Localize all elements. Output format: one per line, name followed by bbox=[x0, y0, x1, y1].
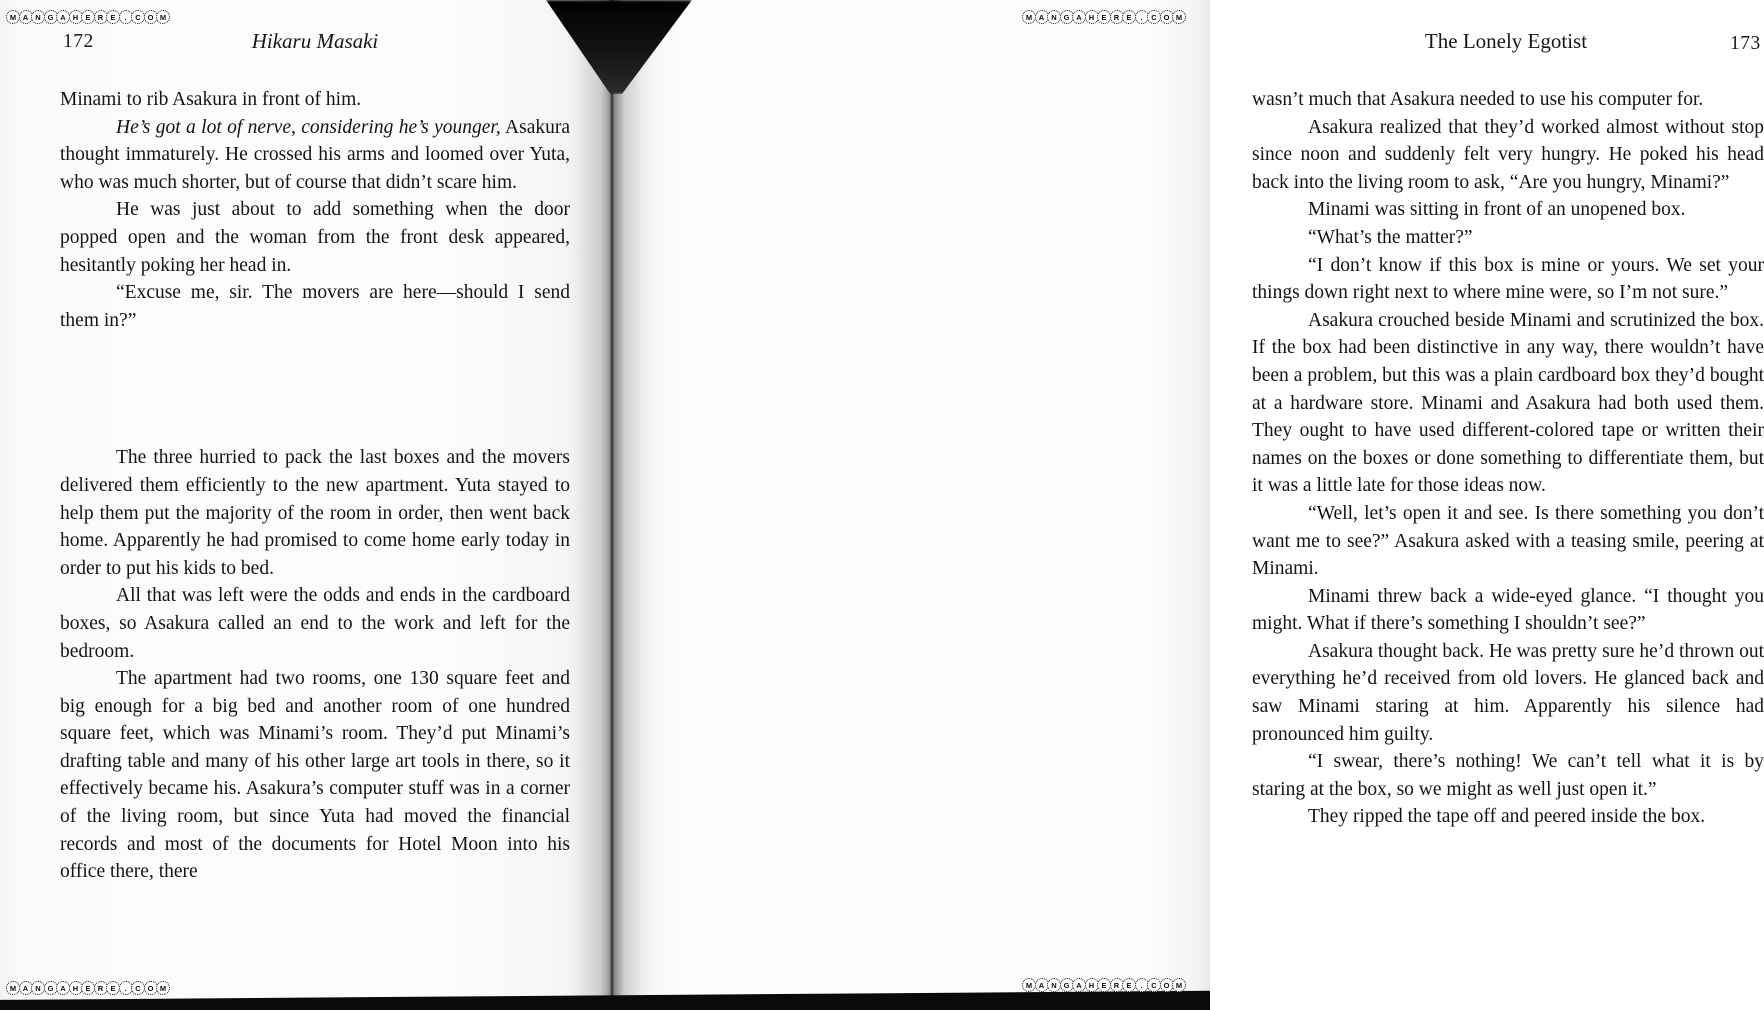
left-page-number: 172 bbox=[63, 31, 94, 52]
watermark-letter: E bbox=[106, 981, 120, 995]
paragraph bbox=[60, 279, 570, 334]
watermark-letter: E bbox=[1097, 10, 1111, 24]
watermark-letter: E bbox=[1097, 978, 1111, 992]
watermark-letter: O bbox=[1160, 10, 1174, 24]
watermark-letter: A bbox=[1035, 10, 1049, 24]
text-run: “What’s the matter?” bbox=[1308, 226, 1473, 248]
watermark-letter: C bbox=[131, 981, 145, 995]
paragraph bbox=[1252, 500, 1764, 583]
watermark-letter: . bbox=[119, 981, 133, 995]
text-run: All that was left were the odds and ends in the cardboard boxes, so Asakura called an end to the work and left for the bedroom. bbox=[60, 585, 570, 662]
text-run: “Excuse me, sir. The movers are here—should I send them in?” bbox=[60, 282, 570, 331]
paragraph bbox=[60, 114, 570, 197]
watermark-letter: H bbox=[1085, 978, 1099, 992]
paragraph bbox=[1252, 638, 1764, 748]
watermark-letter: G bbox=[44, 10, 58, 24]
paragraph bbox=[60, 196, 570, 279]
watermark-letter: A bbox=[19, 981, 33, 995]
paragraph bbox=[60, 86, 570, 114]
watermark-top-left bbox=[6, 10, 169, 24]
text-run: wasn’t much that Asakura needed to use his computer for. bbox=[1252, 89, 1704, 110]
left-running-title: Hikaru Masaki bbox=[251, 29, 379, 53]
watermark-letter: R bbox=[1110, 978, 1124, 992]
watermark-letter: A bbox=[1072, 978, 1086, 992]
watermark-letter: M bbox=[1022, 978, 1036, 992]
paragraph bbox=[1252, 114, 1764, 197]
watermark-letter: G bbox=[1060, 978, 1074, 992]
watermark-letter: M bbox=[1172, 978, 1186, 992]
text-run: Minami threw back a wide-eyed glance. “I thought you might. What if there’s something I shouldn’t see?” bbox=[1252, 585, 1764, 635]
text-run: Minami was sitting in front of an unopened box. bbox=[1308, 199, 1686, 221]
watermark-letter: H bbox=[69, 10, 83, 24]
watermark-letter: . bbox=[119, 10, 133, 24]
left-page-body bbox=[60, 86, 570, 886]
left-page bbox=[0, 0, 612, 1010]
watermark-letter: C bbox=[131, 10, 145, 24]
watermark-letter: O bbox=[1160, 978, 1174, 992]
watermark-letter: G bbox=[1060, 10, 1074, 24]
right-running-title: The Lonely Egotist bbox=[1424, 29, 1588, 53]
watermark-letter: N bbox=[31, 10, 45, 24]
paragraph bbox=[1252, 803, 1764, 831]
right-page-number: 173 bbox=[1730, 33, 1761, 54]
watermark-letter: . bbox=[1135, 10, 1149, 24]
watermark-letter: A bbox=[56, 10, 70, 24]
watermark-letter: E bbox=[81, 10, 95, 24]
watermark-letter: R bbox=[94, 981, 108, 995]
watermark-letter: R bbox=[1110, 10, 1124, 24]
text-run: “I don’t know if this box is mine or yours. We set your things down right next to where mine were, so I’m not sure.” bbox=[1252, 254, 1764, 304]
watermark-top-right bbox=[1022, 10, 1185, 24]
watermark-letter: E bbox=[1122, 10, 1136, 24]
paragraph bbox=[1252, 252, 1764, 307]
watermark-letter: N bbox=[1047, 978, 1061, 992]
watermark-letter: M bbox=[156, 981, 170, 995]
text-run: “Well, let’s open it and see. Is there something you don’t want me to see?” Asakura asked with a teasing smile, peering at Minami. bbox=[1252, 502, 1764, 580]
watermark-letter: E bbox=[106, 10, 120, 24]
paragraph bbox=[60, 582, 570, 665]
italic-text-run: He’s got a lot of nerve, considering he’s younger, bbox=[116, 116, 501, 138]
watermark-letter: A bbox=[56, 981, 70, 995]
text-run: Asakura realized that they’d worked almost without stop since noon and suddenly felt very hungry. He poked his head back into the living room to ask, “Are you hungry, Minami?” bbox=[1252, 116, 1764, 193]
watermark-letter: M bbox=[156, 10, 170, 24]
right-page-body bbox=[1252, 86, 1764, 831]
text-run: “I swear, there’s nothing! We can’t tell what it is by staring at the box, so we might as well just open it.” bbox=[1252, 751, 1764, 800]
watermark-letter: M bbox=[1022, 10, 1036, 24]
watermark-letter: E bbox=[81, 981, 95, 995]
watermark-letter: C bbox=[1147, 10, 1161, 24]
text-run: Asakura thought back. He was pretty sure he’d thrown out everything he’d received from old lovers. He glanced back and saw Minami staring at him. Apparently his silence had pronounced him guilty. bbox=[1252, 640, 1764, 745]
watermark-letter: H bbox=[1085, 10, 1099, 24]
text-run: The three hurried to pack the last boxes and the movers delivered them efficiently to the new apartment. Yuta stayed to help them put the majority of the room in order, then went back home. Apparently he had promised to come home early today in order to put his kids to bed. bbox=[60, 447, 570, 579]
watermark-letter: . bbox=[1135, 978, 1149, 992]
watermark-letter: M bbox=[1172, 10, 1186, 24]
paragraph bbox=[1252, 224, 1764, 252]
watermark-letter: N bbox=[31, 981, 45, 995]
text-run: He was just about to add something when the door popped open and the woman from the front desk appeared, hesitantly poking her head in. bbox=[60, 199, 570, 276]
watermark-letter: O bbox=[144, 10, 158, 24]
watermark-letter: N bbox=[1047, 10, 1061, 24]
watermark-letter: A bbox=[1035, 978, 1049, 992]
watermark-bottom-right bbox=[1022, 978, 1185, 992]
paragraph bbox=[60, 444, 570, 582]
paragraph bbox=[1252, 583, 1764, 638]
text-run: Asakura crouched beside Minami and scrutinized the box. If the box had been distinctive in any way, there wouldn’t have been a problem, but this was a plain cardboard box they’d bought at a hardware store. Minami and Asakura had both used them. They ought to have used different-colored tape or written their names on the boxes or done something to differentiate them, but it was a little late for those ideas now. bbox=[1252, 309, 1764, 497]
watermark-letter: A bbox=[19, 10, 33, 24]
text-run: They ripped the tape off and peered inside the box. bbox=[1308, 806, 1706, 828]
watermark-letter: G bbox=[44, 981, 58, 995]
watermark-letter: M bbox=[6, 10, 20, 24]
text-run: Asakura thought immaturely. He crossed his arms and loomed over Yuta, who was much shorter, but of course that didn’t scare him. bbox=[60, 116, 570, 193]
paragraph bbox=[1252, 307, 1764, 500]
watermark-letter: R bbox=[94, 10, 108, 24]
right-page bbox=[612, 0, 1764, 1010]
watermark-letter: E bbox=[1122, 978, 1136, 992]
paragraph bbox=[1252, 86, 1764, 114]
text-run: The apartment had two rooms, one 130 square feet and big enough for a big bed and another room of one hundred square feet, which was Minami’s room. They’d put Minami’s drafting table and many of his other large art tools in there, so it effectively became his. Asakura’s computer stuff was in a corner of the living room, but since Yuta had moved the financial records and most of the documents for Hotel Moon into his office there, there bbox=[60, 668, 570, 883]
watermark-letter: M bbox=[6, 981, 20, 995]
text-run: Minami to rib Asakura in front of him. bbox=[60, 89, 362, 110]
paragraph bbox=[60, 665, 570, 886]
watermark-letter: O bbox=[144, 981, 158, 995]
watermark-letter: H bbox=[69, 981, 83, 995]
paragraph bbox=[1252, 196, 1764, 224]
watermark-letter: A bbox=[1072, 10, 1086, 24]
watermark-bottom-left bbox=[6, 981, 169, 995]
watermark-letter: C bbox=[1147, 978, 1161, 992]
paragraph bbox=[1252, 748, 1764, 803]
